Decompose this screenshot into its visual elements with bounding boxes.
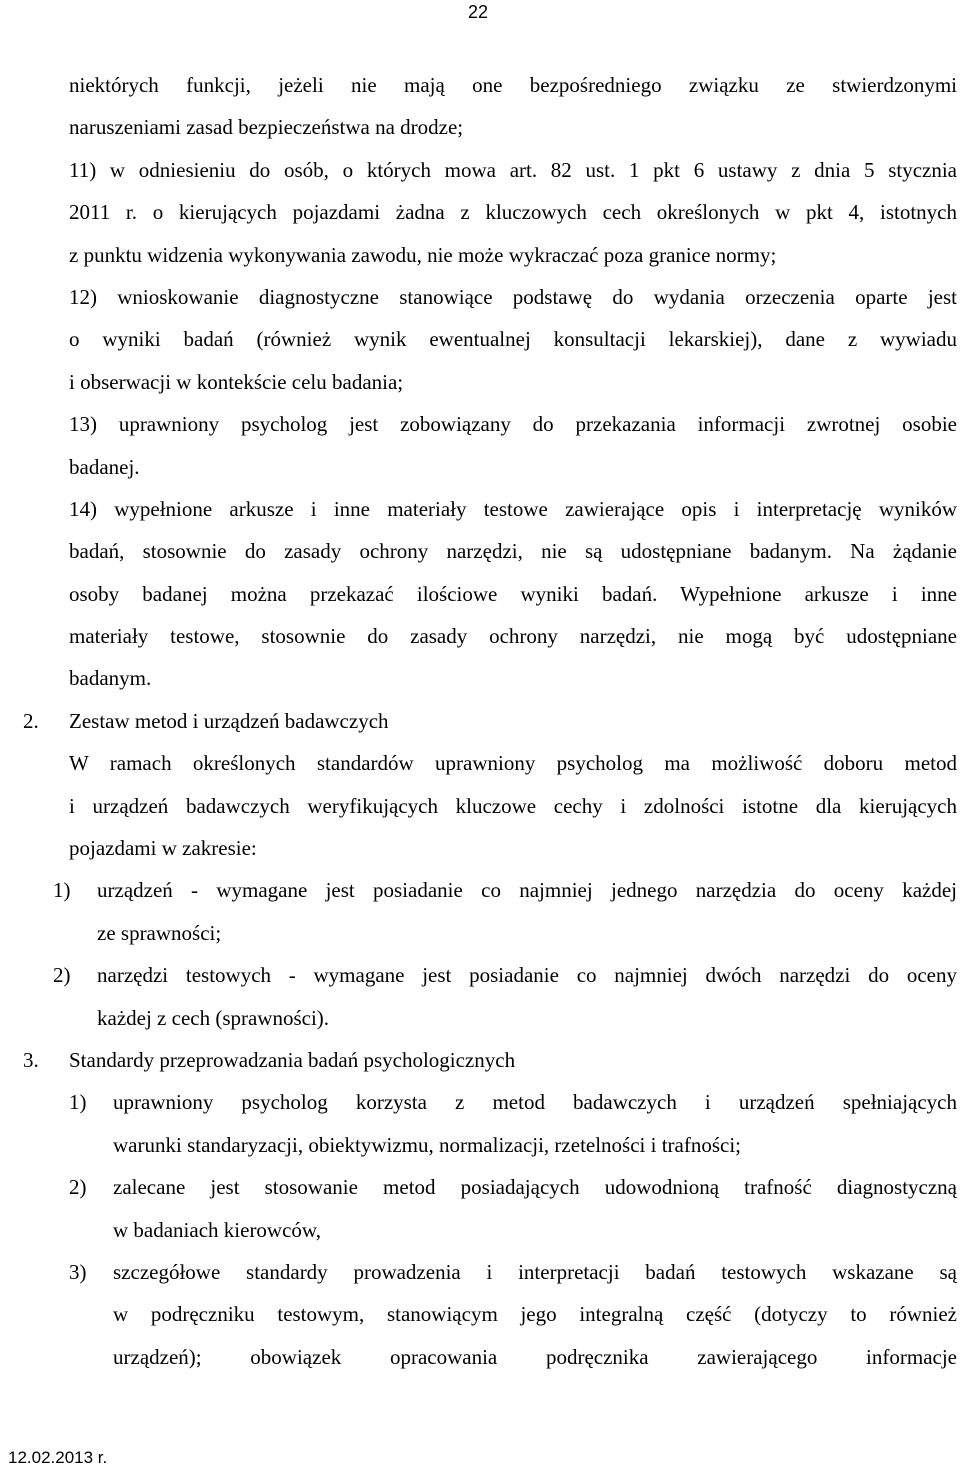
section-number: 3. — [23, 1047, 39, 1072]
text-line: 14) wypełnione arkusze i inne materiały testowe zawierające opis i interpretację wyników — [69, 496, 957, 521]
list-item-text: szczegółowe standardy prowadzenia i interpretacji badań testowych wskazane są — [113, 1259, 957, 1284]
text-line: badanym. — [69, 666, 152, 691]
list-item — [69, 1166, 957, 1208]
list-item-number: 1) — [53, 878, 71, 903]
text-line: materiały testowe, stosownie do zasady ochrony narzędzi, nie mogą być udostępniane — [69, 624, 957, 649]
list-item-number: 2) — [69, 1175, 87, 1200]
section-title: Zestaw metod i urządzeń badawczych — [69, 708, 389, 733]
text-line: badań, stosownie do zasady ochrony narzędzi, nie są udostępniane badanym. Na żądanie — [69, 539, 957, 564]
list-item-continuation: w badaniach kierowców, — [113, 1217, 321, 1242]
text-line: osoby badanej można przekazać ilościowe wyniki badań. Wypełnione arkusze i inne — [69, 581, 957, 606]
text-line: W ramach określonych standardów uprawniony psycholog ma możliwość doboru metod — [69, 751, 957, 776]
text-line: pojazdami w zakresie: — [69, 836, 257, 861]
footer-date: 12.02.2013 r. — [8, 1448, 108, 1467]
text-line: badanej. — [69, 454, 140, 479]
list-item-text: uprawniony psycholog korzysta z metod badawczych i urządzeń spełniających — [113, 1090, 957, 1115]
list-item-number: 1) — [69, 1090, 87, 1115]
text-line: i urządzeń badawczych weryfikujących kluczowe cechy i zdolności istotne dla kierujących — [69, 793, 957, 818]
list-item-text: urządzeń - wymagane jest posiadanie co najmniej jednego narzędzia do oceny każdej — [97, 878, 957, 903]
list-item — [69, 1251, 957, 1293]
list-item-text: zalecane jest stosowanie metod posiadających udowodnioną trafność diagnostyczną — [113, 1175, 957, 1200]
text-line: naruszeniami zasad bezpieczeństwa na drodze; — [69, 115, 464, 140]
text-line: z punktu widzenia wykonywania zawodu, nie może wykraczać poza granice normy; — [69, 242, 777, 267]
page-number: 22 — [467, 2, 488, 22]
list-item-number: 2) — [53, 963, 71, 988]
text-line: 13) uprawniony psycholog jest zobowiązany do przekazania informacji zwrotnej osobie — [69, 412, 957, 437]
list-item-continuation: warunki standaryzacji, obiektywizmu, normalizacji, rzetelności i trafności; — [113, 1132, 742, 1157]
section-heading — [23, 700, 957, 742]
text-line: o wyniki badań (również wynik ewentualnej konsultacji lekarskiej), dane z wywiadu — [69, 327, 957, 352]
list-item-continuation: urządzeń); obowiązek opracowania podręcznika zawierającego informacje — [113, 1344, 957, 1369]
list-item — [53, 869, 957, 911]
list-item-continuation: w podręczniku testowym, stanowiącym jego integralną część (dotyczy to również — [113, 1302, 957, 1327]
document-body — [23, 64, 957, 1378]
section-title: Standardy przeprowadzania badań psychologicznych — [69, 1047, 516, 1072]
text-line: niektórych funkcji, jeżeli nie mają one bezpośredniego związku ze stwierdzonymi — [69, 73, 957, 97]
text-line: 11) w odniesieniu do osób, o których mowa art. 82 ust. 1 pkt 6 ustawy z dnia 5 stycznia — [69, 157, 957, 182]
list-item-number: 3) — [69, 1259, 87, 1284]
list-item-continuation: ze sprawności; — [97, 920, 222, 945]
section-heading — [23, 1039, 957, 1081]
text-line: 12) wnioskowanie diagnostyczne stanowiące podstawę do wydania orzeczenia oparte jest — [69, 284, 957, 309]
text-line: i obserwacji w kontekście celu badania; — [69, 369, 404, 394]
list-item — [69, 1081, 957, 1123]
list-item-continuation: każdej z cech (sprawności). — [97, 1005, 330, 1030]
section-number: 2. — [23, 708, 39, 733]
list-item — [53, 954, 957, 996]
list-item-text: narzędzi testowych - wymagane jest posiadanie co najmniej dwóch narzędzi do oceny — [97, 963, 957, 988]
text-line: 2011 r. o kierujących pojazdami żadna z kluczowych cech określonych w pkt 4, istotnych — [69, 200, 957, 225]
